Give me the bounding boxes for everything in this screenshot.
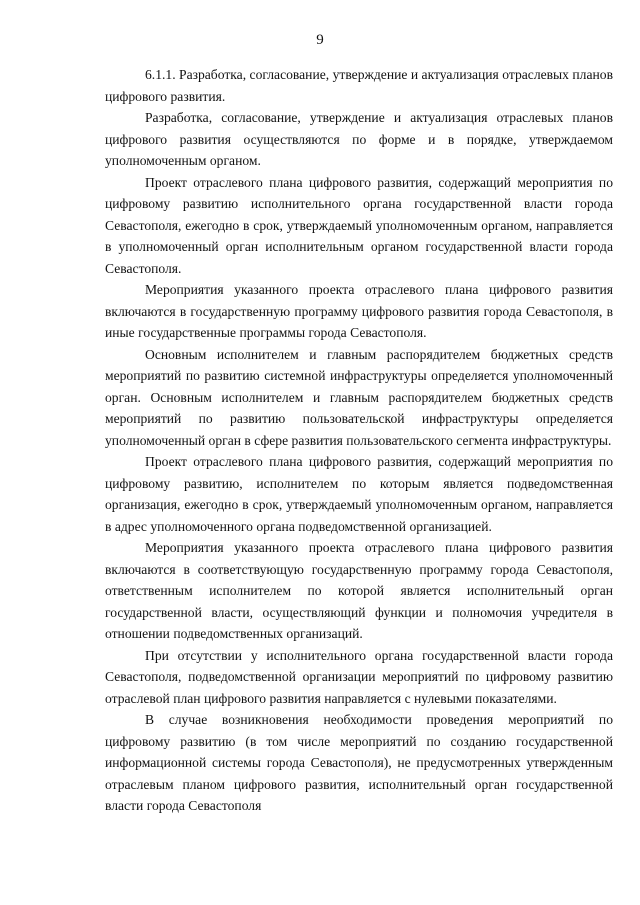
paragraph-continued: В случае возникновения необходимости проведения мероприятий по цифровому развитию (в том числе мероприятий по созданию государственной информационной системы города Севастополя), не предусмотренных утвержденным отраслевым планом цифрового развития, исполнительный орган государственной власти города Севастополя — [105, 712, 613, 813]
paragraph: Разработка, согласование, утверждение и актуализация отраслевых планов цифрового развития осуществляются по форме и в порядке, утверждаемом уполномоченным органом. — [105, 110, 613, 168]
paragraph: Проект отраслевого плана цифрового развития, содержащий мероприятия по цифровому развитию, исполнителем по которым является подведомственная организация, ежегодно в срок, утверждаемый уполномоченным органом, направляется в адрес уполномоченного органа подведомственной организацией. — [105, 454, 613, 534]
paragraph: Мероприятия указанного проекта отраслевого плана цифрового развития включаются в соответствующую государственную программу города Севастополя, ответственным исполнителем по которой является исполнительный орган государственной власти, осуществляющий функции и полномочия учредителя в отношении подведомственных организаций. — [105, 540, 613, 641]
paragraph: Мероприятия указанного проекта отраслевого плана цифрового развития включаются в государственную программу цифрового развития города Севастополя, в иные государственные программы города Севастополя. — [105, 282, 613, 340]
document-body — [105, 64, 613, 817]
paragraph: Основным исполнителем и главным распорядителем бюджетных средств мероприятий по развитию системной инфраструктуры определяется уполномоченный орган. Основным исполнителем и главным распорядителем бюджетных средств мероприятий по развитию пользовательской инфраструктуры определяется уполномоченный орган в сфере развития пользовательского сегмента инфраструктуры. — [105, 346, 613, 448]
paragraph: При отсутствии у исполнительного органа государственной власти города Севастополя, подведомственной организации мероприятий по цифровому развитию отраслевой план цифрового развития направляется с нулевыми показателями. — [105, 647, 613, 706]
page-number: 9 — [316, 32, 324, 48]
paragraph: Проект отраслевого плана цифрового развития, содержащий мероприятия по цифровому развитию исполнительного органа государственной власти города Севастополя, ежегодно в срок, утверждаемый уполномоченным органом, направляется в уполномоченный орган исполнительным органом государственной власти города Севастополя. — [105, 174, 613, 276]
paragraph-section-heading: 6.1.1. Разработка, согласование, утверждение и актуализация отраслевых планов цифрового развития. — [105, 67, 613, 104]
